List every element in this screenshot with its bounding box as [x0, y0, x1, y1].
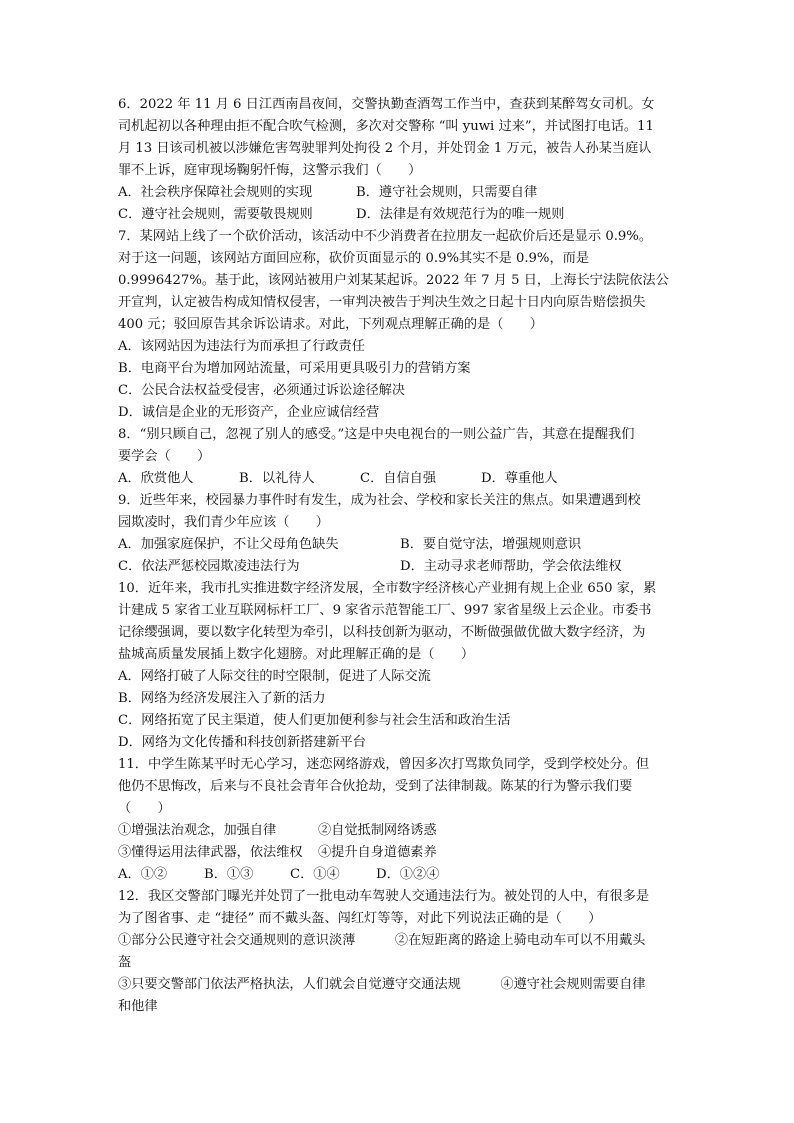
option-b: B．网络为经济发展注入了新的活力 [118, 691, 326, 706]
option-row [118, 204, 690, 226]
option-row [118, 864, 690, 886]
question-text-line: 为了图省事、走 “捷径” 而不戴头盔、闯红灯等等，对此下列说法正确的是（ ） [118, 911, 602, 926]
question-text-line: 0.9996427%。基于此，该网站被用户刘某某起诉。2022 年 7 月 5 日，上海长宁法院依法公 [118, 273, 669, 288]
question-text-line: 他仍不思悔改，后来与不良社会青年合伙抢劫，受到了法律制裁。陈某的行为警示我们要 [118, 779, 633, 794]
option-c: C．遵守社会规则，需要敬畏规则 [118, 207, 313, 222]
option-b: B．以礼待人 [239, 471, 315, 486]
option-d: D．①②④ [376, 867, 440, 882]
option-b: B．遵守社会规则，只需要自律 [356, 185, 538, 200]
question-12 [118, 886, 690, 1018]
question-text-line: 6．2022 年 11 月 6 日江西南昌夜间，交警执勤查酒驾工作当中，查获到某醉驾女司机。女 [118, 97, 655, 112]
option-c: C．公民合法权益受侵害，必须通过诉讼途径解决 [118, 383, 406, 398]
question-8 [118, 424, 690, 490]
option-a: A．社会秩序保障社会规则的实现 [118, 185, 313, 200]
statement-row [118, 842, 690, 864]
option-row [118, 556, 690, 578]
question-11 [118, 754, 690, 886]
question-text-line: 12．我区交警部门曝光并处罚了一批电动车驾驶人交通违法行为。被处罚的人中，有很多是 [118, 889, 650, 904]
question-content [118, 94, 690, 1018]
statement-line: ③只要交警部门依法严格执法，人们就会自觉遵守交通法规 ④遵守社会规则需要自律 [118, 977, 646, 992]
option-a: A．①② [118, 867, 168, 882]
question-7 [118, 226, 690, 424]
option-c: C．自信自强 [360, 471, 437, 486]
question-text-line: （ ） [118, 801, 171, 816]
question-text-line: 9．近些年来，校园暴力事件时有发生，成为社会、学校和家长关注的焦点。如果遭遇到校 [118, 493, 641, 508]
question-text-line: 司机起初以各种理由拒不配合吹气检测，多次对交警称 “叫 yuwi 过来”，并试图打电话。11 [118, 119, 654, 134]
question-text-line: 7．某网站上线了一个砍价活动，该活动中不少消费者在拉朋友一起砍价后还是显示 0.9%。 [118, 229, 653, 244]
question-text-line: 对于这一问题，该网站方面回应称，砍价页面显示的 0.9%其实不是 0.9%，而是 [118, 251, 590, 266]
option-c: C．依法严惩校园欺凌违法行为 [118, 559, 300, 574]
option-b: B．要自觉守法，增强规则意识 [400, 537, 582, 552]
question-10 [118, 578, 690, 754]
option-b: B．电商平台为增加网站流量，可采用更具吸引力的营销方案 [118, 361, 471, 376]
option-a: A．欣赏他人 [118, 471, 194, 486]
option-d: D．诚信是企业的无形资产，企业应诚信经营 [118, 405, 380, 420]
statement-3: ③懂得运用法律武器，依法维权 [118, 845, 303, 860]
statement-1: ①增强法治观念，加强自律 [118, 823, 277, 838]
option-a: A．加强家庭保护，不让父母角色缺失 [118, 537, 339, 552]
option-a: A．网络打破了人际交往的时空限制，促进了人际交流 [118, 669, 431, 684]
question-text-line: 计建成 5 家省工业互联网标杆工厂、9 家省示范智能工厂、997 家省星级上云企业。市委书 [118, 603, 652, 618]
option-c: C．①④ [290, 867, 340, 882]
question-text-line: 8．“别只顾自己，忽视了别人的感受。”这是中央电视台的一则公益广告，其意在提醒我们 [118, 427, 635, 442]
option-row [118, 182, 690, 204]
question-text-line: 要学会（ ） [118, 449, 211, 464]
question-text-line: 园欺凌时，我们青少年应该（ ） [118, 515, 329, 530]
question-text-line: 盐城高质量发展插上数字化翅膀。对此理解正确的是（ ） [118, 647, 475, 662]
option-c: C．网络拓宽了民主渠道，使人们更加便利参与社会生活和政治生活 [118, 713, 511, 728]
question-9 [118, 490, 690, 578]
option-b: B．①③ [204, 867, 254, 882]
option-row [118, 468, 690, 490]
question-6 [118, 94, 690, 226]
statement-row [118, 820, 690, 842]
option-d: D．尊重他人 [481, 471, 558, 486]
option-d: D．主动寻求老师帮助，学会依法维权 [400, 559, 622, 574]
statement-2: ②自觉抵制网络诱惑 [318, 823, 437, 838]
question-text-line: 10．近年来，我市扎实推进数字经济发展，全市数字经济核心产业拥有规上企业 650 家，累 [118, 581, 657, 596]
question-text-line: 400 元；驳回原告其余诉讼请求。对此，下列观点理解正确的是（ ） [118, 317, 543, 332]
statement-line: 和他律 [118, 999, 158, 1014]
option-d: D．网络为文化传播和科技创新搭建新平台 [118, 735, 366, 750]
question-text-line: 开宣判，认定被告构成知情权侵害，一审判决被告于判决生效之日起十日内向原告赔偿损失 [118, 295, 646, 310]
question-text-line: 记徐缨强调，要以数字化转型为牵引，以科技创新为驱动，不断做强做优做大数字经济，为 [118, 625, 646, 640]
statement-line: ①部分公民遵守社会交通规则的意识淡薄 ②在短距离的路途上骑电动车可以不用戴头 [118, 933, 646, 948]
question-text-line: 罪不上诉，庭审现场鞠躬忏悔，这警示我们（ ） [118, 163, 422, 178]
statement-4: ④提升自身道德素养 [318, 845, 437, 860]
option-row [118, 534, 690, 556]
option-a: A．该网站因为违法行为而承担了行政责任 [118, 339, 365, 354]
question-text-line: 11．中学生陈某平时无心学习，迷恋网络游戏，曾因多次打骂欺负同学，受到学校处分。但 [118, 757, 650, 772]
option-d: D．法律是有效规范行为的唯一规则 [356, 207, 565, 222]
question-text-line: 月 13 日该司机被以涉嫌危害驾驶罪判处拘役 2 个月，并处罚金 1 万元，被告人孙某当庭认 [118, 141, 652, 156]
statement-line: 盔 [118, 955, 132, 970]
